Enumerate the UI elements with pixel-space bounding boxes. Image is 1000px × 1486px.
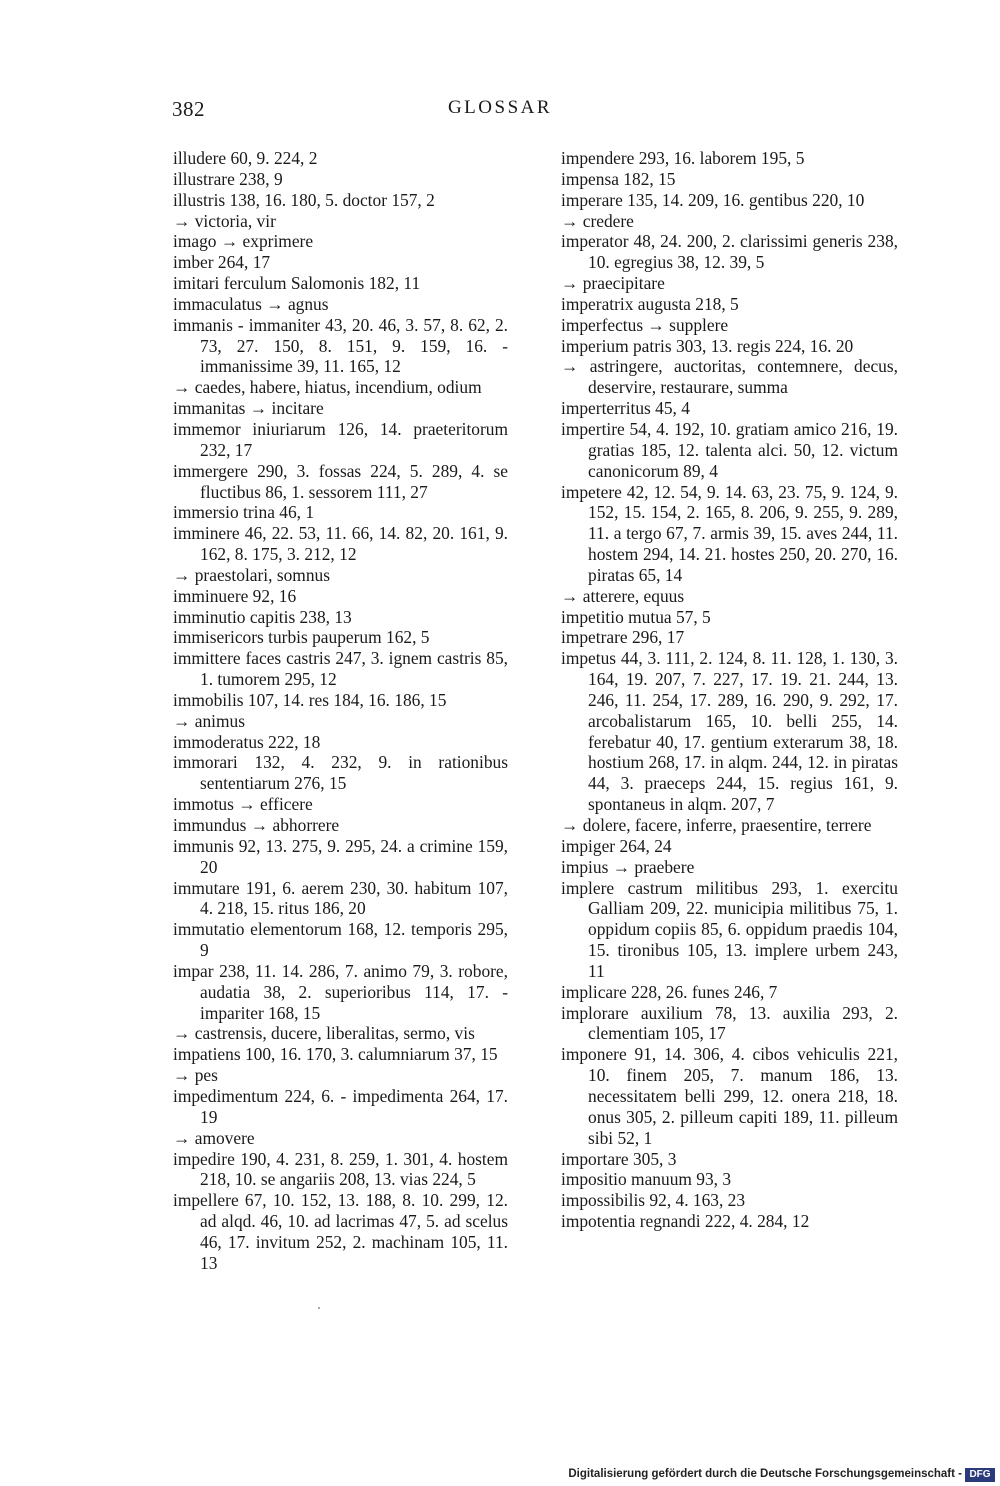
glossary-entry: impetrare 296, 17: [561, 627, 685, 648]
funding-note: Digitalisierung gefördert durch die Deutsche Forschungsgemeinschaft -: [568, 1468, 962, 1480]
glossary-entry: imperterritus 45, 4: [561, 398, 690, 419]
glossary-entry: immisericors turbis pauperum 162, 5: [173, 627, 430, 648]
glossary-entry: immunis 92, 13. 275, 9. 295, 24. a crimine 159, 20: [173, 835, 508, 877]
glossary-entry: impetitio mutua 57, 5: [561, 606, 711, 627]
glossary-entry: immotus → efficere: [173, 794, 313, 815]
glossary-entry: impendere 293, 16. laborem 195, 5: [561, 148, 805, 168]
glossary-entry: → astringere, auctoritas, contemnere, decus, deservire, restaurare, summa: [561, 356, 898, 398]
glossary-entry: implere castrum militibus 293, 1. exercitu Galliam 209, 22. municipia militibus 75, 1. oppidum copiis 85, 6. oppidum praedis 104, 15. tironibus 105, 13. implere urbem 243, 11: [561, 877, 898, 981]
glossary-entry: illustris 138, 16. 180, 5. doctor 157, 2: [173, 189, 435, 210]
glossary-entry: → victoria, vir: [173, 210, 276, 231]
glossary-entry: impatiens 100, 16. 170, 3. calumniarum 37, 15: [173, 1044, 498, 1065]
dfg-logo-icon: DFG: [965, 1468, 995, 1482]
glossary-entry: → praestolari, somnus: [173, 564, 330, 585]
glossary-entry: → caedes, habere, hiatus, incendium, odium: [173, 377, 482, 398]
glossary-entry: → castrensis, ducere, liberalitas, sermo, vis: [173, 1023, 475, 1044]
glossary-entry: imminuere 92, 16: [173, 585, 297, 606]
glossary-entry: imminutio capitis 238, 13: [173, 606, 352, 627]
glossary-entry: impar 238, 11. 14. 286, 7. animo 79, 3. robore, audatia 38, 2. superioribus 114, 17. - impariter 168, 15: [173, 960, 508, 1023]
running-head: GLOSSAR: [447, 97, 553, 118]
glossary-entry: impedire 190, 4. 231, 8. 259, 1. 301, 4. hostem 218, 10. se angariis 208, 13. vias 224, 5: [173, 1148, 508, 1190]
glossary-entry: immittere faces castris 247, 3. ignem castris 85, 1. tumorem 295, 12: [173, 648, 508, 690]
glossary-entry: impertire 54, 4. 192, 10. gratiam amico 216, 19. gratias 185, 12. talenta alci. 50, 12. victum canonicorum 89, 4: [561, 418, 898, 481]
glossary-entry: immutare 191, 6. aerem 230, 30. habitum 107, 4. 218, 15. ritus 186, 20: [173, 877, 508, 919]
glossary-entry: impensa 182, 15: [561, 168, 676, 189]
glossary-entry: immobilis 107, 14. res 184, 16. 186, 15: [173, 689, 447, 710]
glossary-entry: illudere 60, 9. 224, 2: [173, 148, 318, 168]
glossary-entry: illustrare 238, 9: [173, 168, 283, 189]
glossary-entry: imminere 46, 22. 53, 11. 66, 14. 82, 20. 161, 9. 162, 8. 175, 3. 212, 12: [173, 523, 508, 565]
glossary-entry: imperatrix augusta 218, 5: [561, 293, 739, 314]
glossary-entry: immaculatus → agnus: [173, 293, 329, 314]
glossary-entry: → pes: [173, 1065, 218, 1086]
digitization-footer: [0, 1468, 1000, 1486]
glossary-entry: impedimentum 224, 6. - impedimenta 264, 17. 19: [173, 1085, 508, 1127]
glossary-entry: imperfectus → supplere: [561, 314, 729, 335]
glossary-entry: → atterere, equus: [561, 585, 685, 606]
glossary-entry: imitari ferculum Salomonis 182, 11: [173, 273, 421, 294]
glossary-entry: imperare 135, 14. 209, 16. gentibus 220, 10: [561, 189, 865, 210]
glossary-entry: impotentia regnandi 222, 4. 284, 12: [561, 1211, 810, 1232]
glossary-entry: implicare 228, 26. funes 246, 7: [561, 981, 778, 1002]
glossary-entry: → dolere, facere, inferre, praesentire, terrere: [561, 815, 872, 835]
glossary-entry: immanitas → incitare: [173, 398, 324, 419]
glossary-right-column: [561, 148, 898, 1232]
glossary-entry: imperator 48, 24. 200, 2. clarissimi generis 238, 10. egregius 38, 12. 39, 5: [561, 231, 898, 273]
glossary-entry: impetere 42, 12. 54, 9. 14. 63, 23. 75, 9. 124, 9. 152, 15. 154, 2. 165, 8. 206, 9. 255, 9. 289, 11. a tergo 67, 7. armis 39, 15. aves 244, 11. hostem 294, 14. 21. hostes 250, 20. 270, 16. piratas 65, 14: [561, 481, 898, 585]
glossary-entry: immutatio elementorum 168, 12. temporis 295, 9: [173, 919, 508, 961]
glossary-entry: imber 264, 17: [173, 252, 271, 273]
glossary-entry: immanis - immaniter 43, 20. 46, 3. 57, 8. 62, 2. 73, 27. 150, 8. 151, 9. 159, 16. - immanissime 39, 11. 165, 12: [173, 314, 508, 377]
glossary-entry: implorare auxilium 78, 13. auxilia 293, 2. clementiam 105, 17: [561, 1002, 898, 1044]
glossary-entry: immersio trina 46, 1: [173, 502, 315, 523]
glossary-entry: → credere: [561, 210, 634, 231]
glossary-entry: immundus → abhorrere: [173, 815, 340, 835]
glossary-entry: importare 305, 3: [561, 1148, 677, 1169]
glossary-entry: impetus 44, 3. 111, 2. 124, 8. 11. 128, 1. 130, 3. 164, 19. 207, 7. 227, 17. 19. 21. 244, 13. 246, 11. 254, 17. 289, 16. 290, 9. 292, 17. arcobalistarum 165, 10. belli 255, 14. ferebatur 40, 17. gentium exterarum 38, 18. hostium 268, 17. in alqm. 244, 12. in piratas 44, 3. praeceps 244, 15. regius 161, 9. spontaneus in alqm. 207, 7: [561, 648, 898, 815]
glossary-entry: immoderatus 222, 18: [173, 731, 321, 752]
glossary-entry: immemor iniuriarum 126, 14. praeteritorum 232, 17: [173, 418, 508, 460]
glossary-entry: impossibilis 92, 4. 163, 23: [561, 1190, 746, 1211]
glossary-entry: immergere 290, 3. fossas 224, 5. 289, 4. se fluctibus 86, 1. sessorem 111, 27: [173, 460, 508, 502]
glossary-entry: impius → praebere: [561, 856, 695, 877]
glossary-left-column: [173, 148, 508, 1274]
glossary-entry: impositio manuum 93, 3: [561, 1169, 732, 1190]
glossary-entry: immorari 132, 4. 232, 9. in rationibus sententiarum 276, 15: [173, 752, 508, 794]
glossary-entry: impellere 67, 10. 152, 13. 188, 8. 10. 299, 12. ad alqd. 46, 10. ad lacrimas 47, 5. ad scelus 46, 17. invitum 252, 2. machinam 105, 11. 13: [173, 1190, 508, 1273]
scan-speck: [318, 1307, 320, 1309]
glossary-entry: imago → exprimere: [173, 231, 314, 252]
glossary-entry: impiger 264, 24: [561, 835, 672, 856]
glossary-entry: → animus: [173, 710, 245, 731]
glossary-entry: imponere 91, 14. 306, 4. cibos vehiculis 221, 10. finem 205, 7. manum 186, 13. necessitatem belli 299, 12. onera 218, 18. onus 305, 2. pilleum capiti 189, 11. pilleum sibi 52, 1: [561, 1044, 898, 1148]
glossary-entry: → praecipitare: [561, 273, 665, 294]
glossary-entry: imperium patris 303, 13. regis 224, 16. 20: [561, 335, 854, 356]
glossary-entry: → amovere: [173, 1127, 255, 1148]
page-number: 382: [172, 97, 205, 121]
